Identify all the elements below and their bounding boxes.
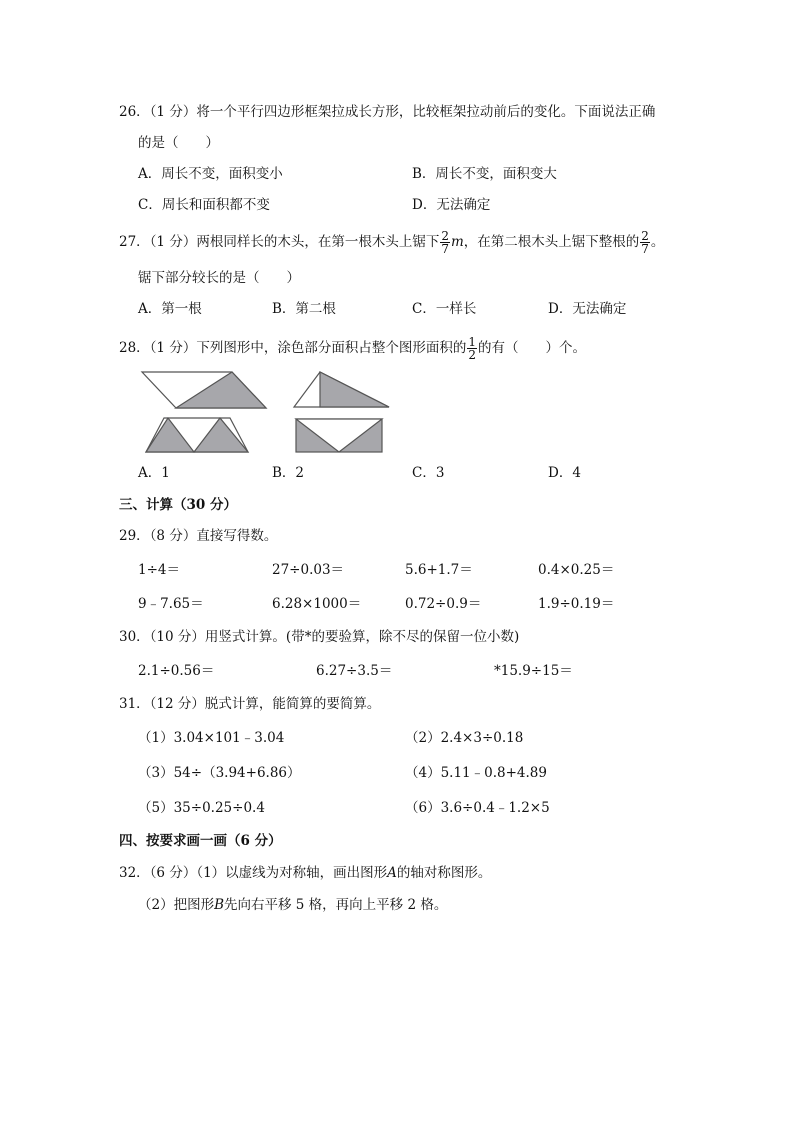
q31-item-5: （5）35÷0.25÷0.4 (138, 800, 265, 816)
q27-text-a: 两根同样长的木头，在第一根木头上锯下 (196, 234, 440, 250)
section-4-heading: 四、按要求画一画（6 分） (119, 833, 282, 849)
q26-text: 将一个平行四边形框架拉成长方形，比较框架拉动前后的变化。下面说法正确 (196, 104, 656, 120)
q30-score: （10 分） (149, 629, 205, 645)
q31-item-1: （1）3.04×101﹣3.04 (138, 730, 285, 746)
q29-text: 直接写得数。 (196, 528, 278, 544)
q29-item-8: 1.9÷0.19＝ (538, 596, 615, 612)
q28-figure-rectangle (294, 417, 384, 454)
q31-item-6: （6）3.6÷0.4﹣1.2×5 (405, 800, 550, 816)
q32-text-b: 的轴对称图形。 (396, 865, 492, 881)
q29-item-6: 6.28×1000＝ (272, 596, 362, 612)
q30-item-1: 2.1÷0.56＝ (138, 663, 215, 679)
q29-item-1: 1÷4＝ (138, 562, 180, 578)
q27-unit: m (450, 234, 464, 250)
q27-text-c: 。 (650, 234, 665, 250)
q27-text-b: ，在第二根木头上锯下整根的 (463, 234, 640, 250)
q27-option-a[interactable]: A．第一根 (138, 301, 202, 317)
q31-text: 脱式计算，能简算的要简算。 (204, 696, 381, 712)
q30-item-2: 6.27÷3.5＝ (316, 663, 393, 679)
shaded-right-triangle (320, 372, 389, 407)
q27-option-b[interactable]: B．第二根 (272, 301, 336, 317)
q30-text: 用竖式计算。(带*的要验算，除不尽的保留一位小数) (204, 629, 520, 645)
q29-item-7: 0.72÷0.9＝ (405, 596, 482, 612)
q28-line1 (119, 336, 586, 361)
q29-item-2: 27÷0.03＝ (272, 562, 345, 578)
q27-option-d[interactable]: D．无法确定 (548, 301, 627, 317)
q29-line1 (119, 528, 277, 544)
q27-score: （1 分） (149, 234, 197, 250)
q28-figure-parallelogram (140, 370, 268, 410)
q28-fraction: $\frac{1}{2}$ (468, 335, 476, 362)
q32-number: 32． (119, 865, 150, 881)
q28-option-c[interactable]: C．3 (412, 465, 445, 481)
q26-option-c[interactable]: C．周长和面积都不变 (138, 197, 270, 213)
q26-option-d[interactable]: D．无法确定 (412, 197, 491, 213)
q28-score: （1 分） (149, 340, 197, 356)
q32-letter-a: A (387, 865, 397, 881)
q32-text2-b: 先向右平移 5 格，再向上平移 2 格。 (224, 897, 448, 913)
q32-text-a: （1）以虚线为对称轴，画出图形 (196, 865, 388, 881)
q27-text-line2: 锯下部分较长的是（ ） (138, 270, 300, 286)
q30-line1 (119, 629, 519, 645)
q31-item-4: （4）5.11﹣0.8+4.89 (405, 765, 547, 781)
q26-text-line2: 的是（ ） (138, 135, 219, 151)
q29-number: 29． (119, 528, 150, 544)
q28-figure-triangle (292, 370, 392, 410)
q27-line1 (119, 230, 664, 255)
q27-option-c[interactable]: C．一样长 (412, 301, 477, 317)
q29-item-5: 9﹣7.65＝ (138, 596, 204, 612)
q30-item-3: *15.9÷15＝ (494, 663, 573, 679)
section-3-heading: 三、计算（30 分） (119, 497, 237, 513)
q31-number: 31． (119, 696, 150, 712)
q28-option-b[interactable]: B．2 (272, 465, 305, 481)
q28-text-a: 下列图形中，涂色部分面积占整个图形面积的 (196, 340, 467, 356)
q29-item-4: 0.4×0.25＝ (538, 562, 615, 578)
q26-option-a[interactable]: A．周长不变，面积变小 (138, 166, 283, 182)
q29-item-3: 5.6+1.7＝ (405, 562, 473, 578)
q32-text2-a: （2）把图形 (138, 897, 215, 913)
q27-fraction-2: $\frac{2}{7}$ (641, 229, 649, 256)
q31-line1 (119, 696, 380, 712)
q30-number: 30． (119, 629, 150, 645)
q26-score: （1 分） (149, 104, 197, 120)
q27-number: 27． (119, 234, 150, 250)
q28-figure-trapezoid (144, 416, 250, 454)
q32-score: （6 分） (149, 865, 197, 881)
q28-option-d[interactable]: D．4 (548, 465, 581, 481)
q28-text-b: 的有（ ）个。 (477, 340, 586, 356)
q27-fraction-1: $\frac{2}{7}$ (441, 229, 449, 256)
q32-line1 (119, 865, 491, 881)
q26-number: 26． (119, 104, 150, 120)
q32-line2 (138, 897, 447, 913)
q31-score: （12 分） (149, 696, 205, 712)
q26-line1 (119, 104, 655, 120)
q31-item-3: （3）54÷（3.94+6.86） (138, 765, 301, 781)
q29-score: （8 分） (149, 528, 197, 544)
q31-item-2: （2）2.4×3÷0.18 (405, 730, 524, 746)
q26-option-b[interactable]: B．周长不变，面积变大 (412, 166, 557, 182)
q32-letter-b: B (214, 897, 225, 913)
q28-number: 28． (119, 340, 150, 356)
q28-option-a[interactable]: A．1 (138, 465, 170, 481)
